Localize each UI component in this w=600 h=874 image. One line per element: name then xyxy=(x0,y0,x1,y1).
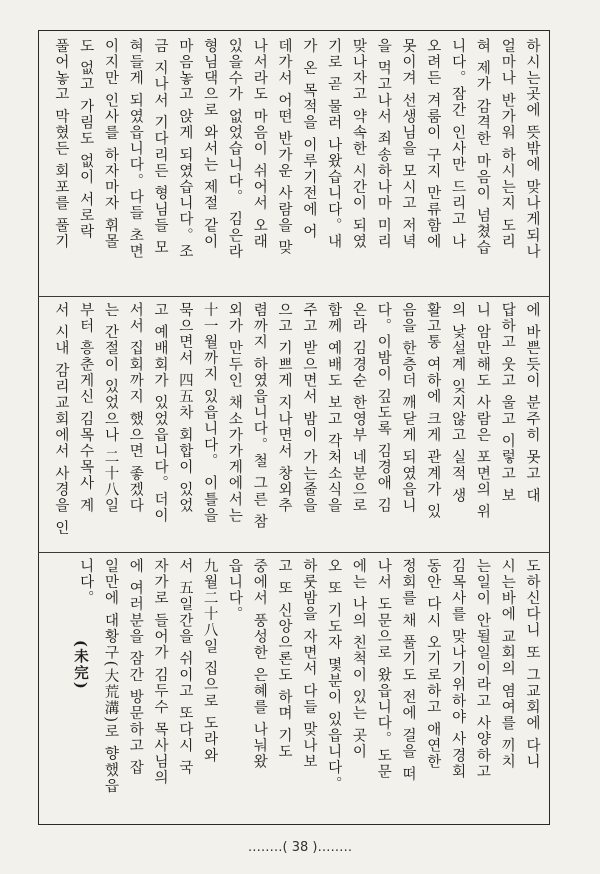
text-column: 얼마나 반가워 하시는지 도리 xyxy=(499,38,516,250)
text-column: 시는바에 교회의 염여를 끼치 xyxy=(499,558,516,770)
text-column: 가 온 목적을 이루기전에 어 xyxy=(300,38,317,240)
text-column: 九월二十八일 집으로 도라와 xyxy=(201,558,218,764)
text-column: 일만에 대황구(大荒溝)로 향했읍 xyxy=(102,558,119,795)
text-column: 나서 도문으로 왔읍니다。도문 xyxy=(375,558,392,780)
text-column: 혀 제가 감격한 마음이 넘쳤습 xyxy=(474,38,491,257)
text-column: 부터 흥춘게신 김목수목사 계 xyxy=(77,302,94,514)
text-column: 이지만 인사를 하자마자 휘몰 xyxy=(102,38,119,250)
text-column: 활고통 여하에 크게 관계가 있 xyxy=(424,302,441,521)
text-column: 하룻밤을 자면서 다들 맞나보 xyxy=(300,558,317,770)
text-column: 에 여러분을 잠간 방문하고 잡 xyxy=(127,558,144,777)
text-column: 고 예배회가 있었읍니다。더이 xyxy=(152,302,169,524)
text-column: 니다。 xyxy=(77,558,94,607)
text-column: 는일이 안될일이라고 사양하고 xyxy=(474,558,491,780)
text-column: 서서 집회까지 했으면 좋겠다 xyxy=(127,302,144,514)
text-column: 외가 만두인 채소가가게에서는 xyxy=(226,302,243,524)
text-column: 오려든 겨룸이 구지 만류함에 xyxy=(424,38,441,250)
page-number: ……‥( 38 )‥…… xyxy=(247,840,353,855)
text-column: 음을 한층더 깨닫게 되였읍니 xyxy=(400,302,417,514)
text-column: 고 또 신앙으론도 하며 기도 xyxy=(276,558,293,760)
text-column: 기로 곧 물러 나왔습니다。내 xyxy=(325,38,342,250)
text-column: 에 바쁜듯이 분주히 못고 대 xyxy=(524,302,540,504)
text-column: 니다。잠간 인사만 드리고 나 xyxy=(449,38,466,250)
text-column: 도 없고 가림도 없이 서로락 xyxy=(77,38,94,240)
text-column: 중에서 풍성한 은혜를 나눠왔 xyxy=(251,558,268,770)
text-column: 자가로 들어가 김두수 목사님의 xyxy=(152,558,169,786)
text-column: 데가서 어떤 반가운 사람을 맞 xyxy=(276,38,293,257)
text-column: 도하신다니 또 그교회에 다니 xyxy=(524,558,540,770)
text-column: 풀어놓고 막혔든 회포를 풀기 xyxy=(52,38,69,250)
text-column: 하시는곳에 뜻밖에 맞나게되나 xyxy=(524,38,540,260)
text-column: 김목사를 맞나기위하야 사경회 xyxy=(449,558,466,780)
text-column: 서 五일간을 쉬이고 또다시 국 xyxy=(176,558,193,777)
text-column: 마음놓고 앉게 되였습니다。조 xyxy=(176,38,193,260)
text-column: 으고 기쁘게 지나면서 창외추 xyxy=(276,302,293,514)
text-column: 동안 다시 오기로하고 애연한 xyxy=(424,558,441,770)
text-column: 에는 나의 친척이 있는 곳이 xyxy=(350,558,367,760)
text-section-2 xyxy=(44,302,544,548)
text-column: 함께 예배도 보고 각처소식을 xyxy=(325,302,342,514)
text-column: 서 시내 감리교회에서 사경을 인 xyxy=(52,302,69,537)
text-column: 나서라도 마음이 쉬어서 오래 xyxy=(251,38,268,250)
text-column: 읍니다。 xyxy=(226,558,243,623)
text-column: 맞나자고 약속한 시간이 되였 xyxy=(350,38,367,250)
section-divider-1 xyxy=(38,296,550,297)
section-divider-2 xyxy=(38,552,550,553)
to-be-continued-mark: (未完) xyxy=(72,640,89,691)
text-column: 주고 받으면서 밤이 가는줄을 xyxy=(300,302,317,514)
text-column: 정회를 채 풀기도 전에 걸을 떠 xyxy=(400,558,417,783)
text-column: 묵으면서 四五차 회합이 있었 xyxy=(176,302,193,514)
text-column: 형님댁으로 와서는 제절 같이 xyxy=(201,38,218,250)
text-column: 十一월까지 있읍니다。 이틀을 xyxy=(201,302,218,524)
text-column: 답하고 웃고 울고 이렇고 보 xyxy=(499,302,516,504)
text-column: 온라 김경순 한영부 네분으로 xyxy=(350,302,367,514)
text-column: 혀들게 되였읍니다。다들 초면 xyxy=(127,38,144,260)
text-column: 의 낯설계 잊지않고 실적 생 xyxy=(449,302,466,504)
text-column: 니 암만해도 사람은 포면의 위 xyxy=(474,302,491,521)
text-column: 못이겨 선생님을 모시고 저녁 xyxy=(400,38,417,250)
text-column: 을 먹고나서 죄송하나마 미리 xyxy=(375,38,392,250)
text-column: 있을수가 없었습니다。 김은라 xyxy=(226,38,243,260)
text-section-1 xyxy=(44,38,544,292)
text-column: 렴까지 하였읍니다。철 그른 참 xyxy=(251,302,268,530)
text-column: 다。이밤이 깊도록 김경애 김 xyxy=(375,302,392,514)
text-column: 는 간절이 있었으나 二十八일 xyxy=(102,302,119,514)
text-section-3 xyxy=(44,558,544,820)
text-column: 오 또 기도자 몇분이 있읍니다。 xyxy=(325,558,342,793)
text-column: 금 지나서 기다리든 형님들 모 xyxy=(152,38,169,257)
